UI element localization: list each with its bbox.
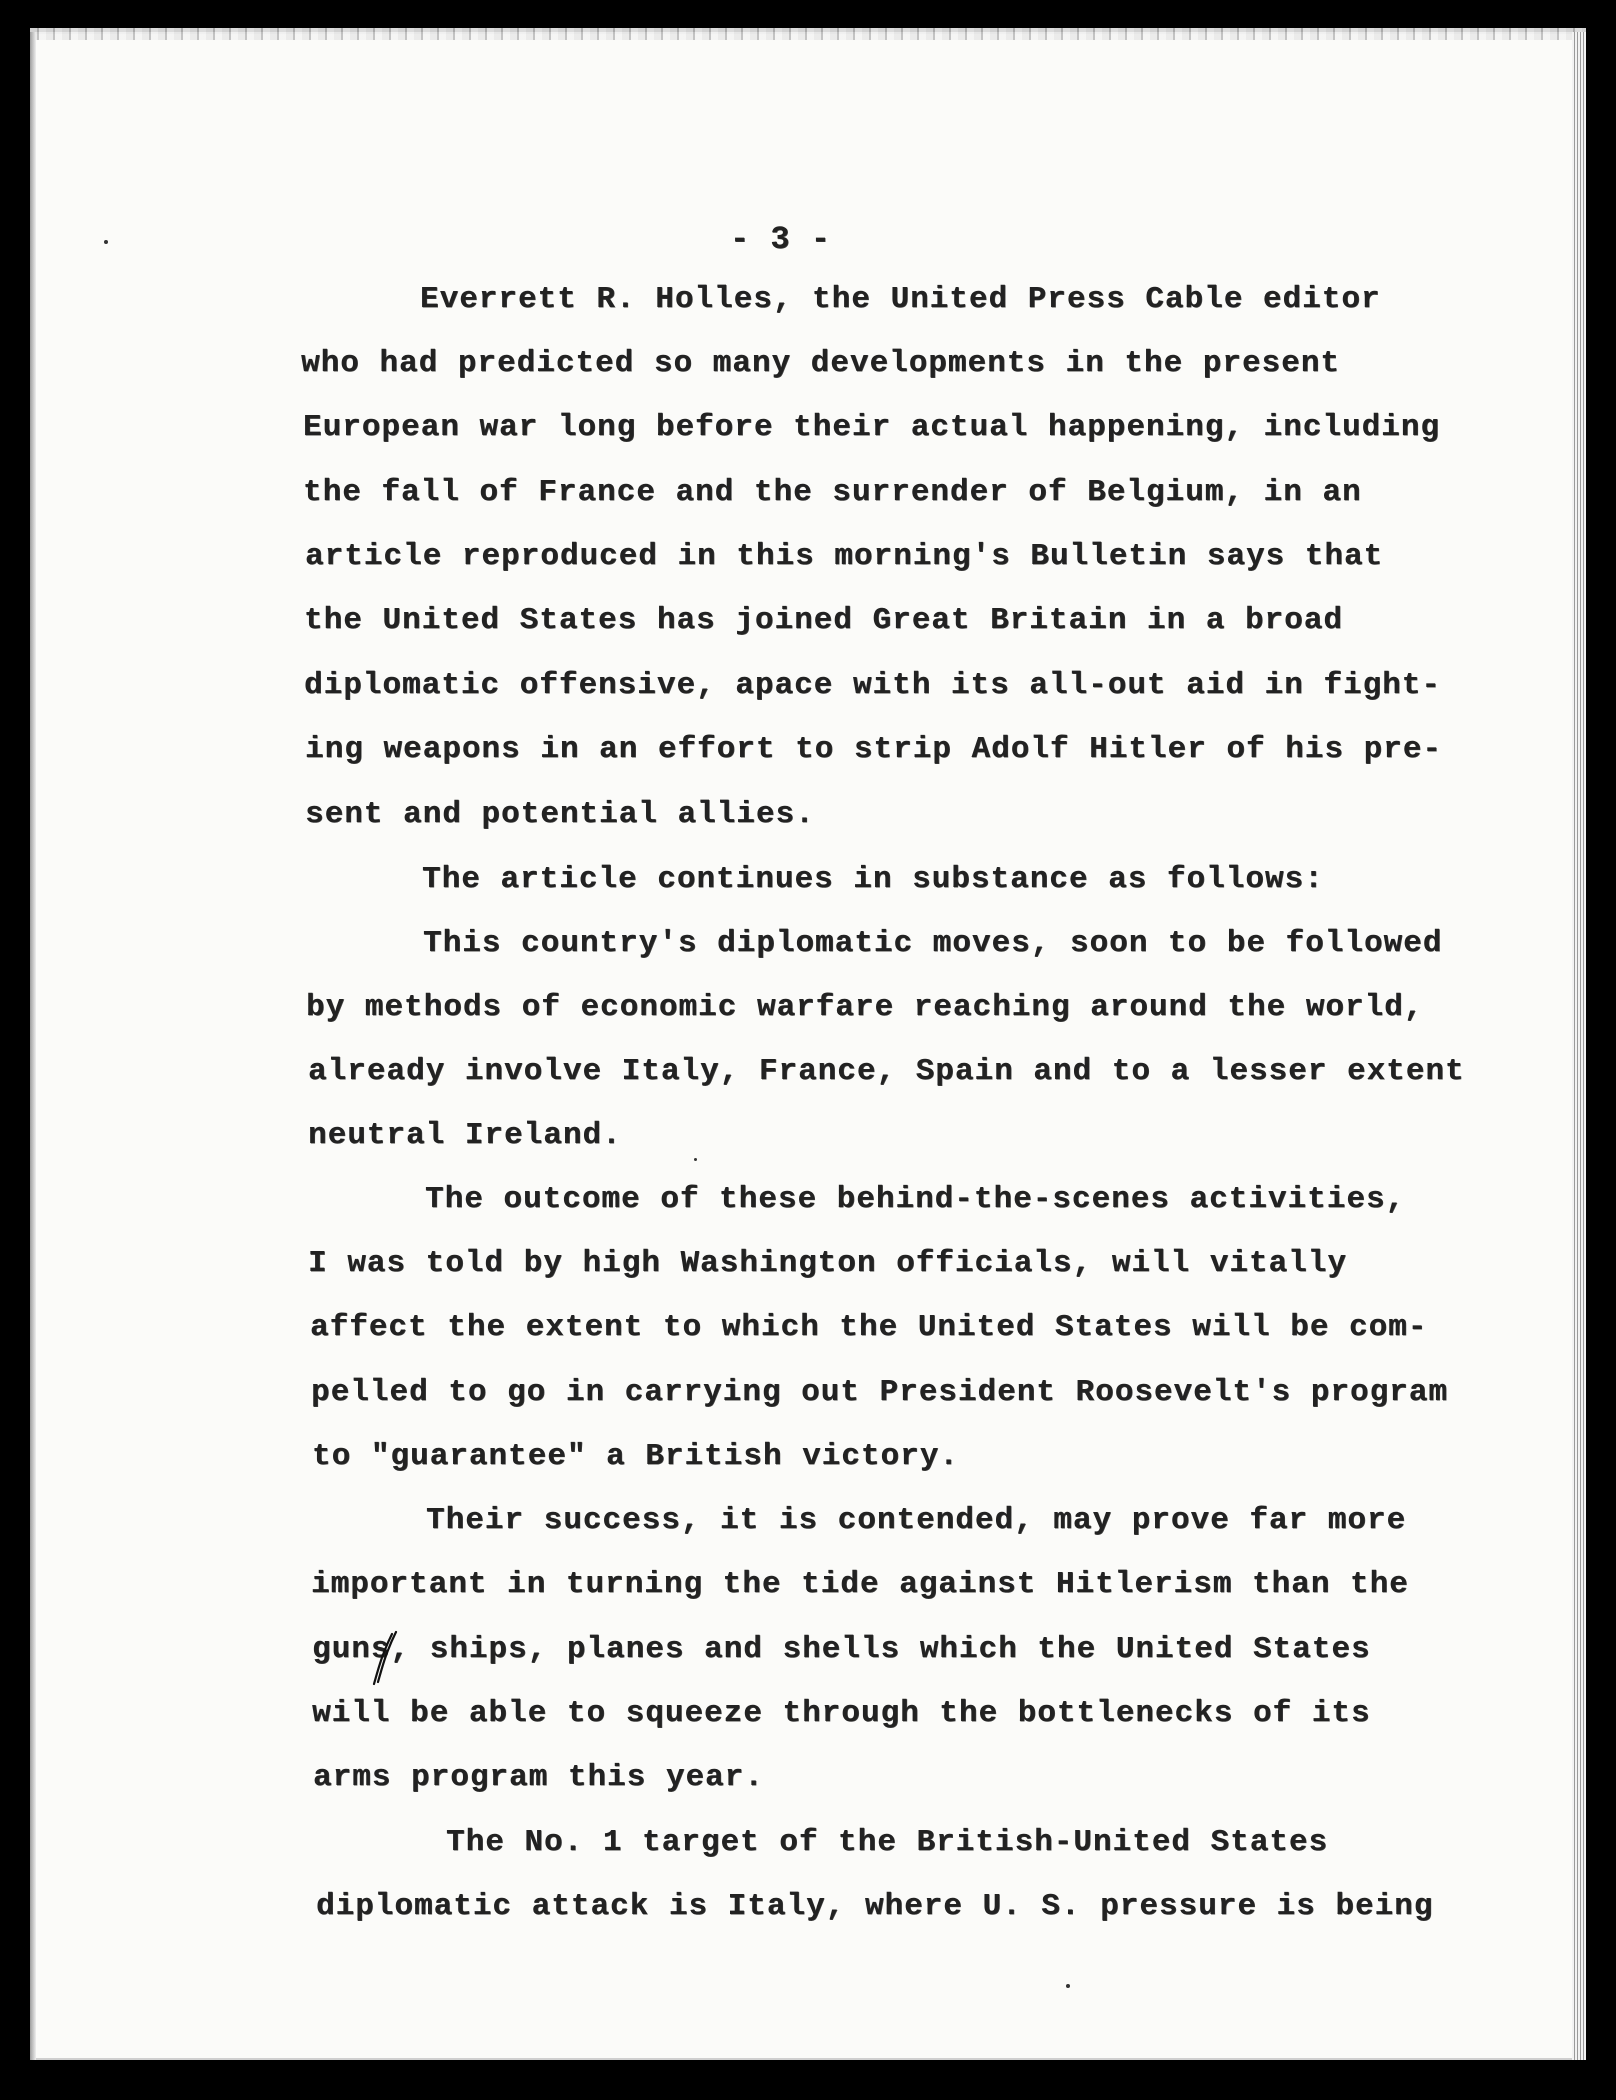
text-line: already involve Italy, France, Spain and to a lesser extent [308,1054,1465,1089]
text-line: This country's diplomatic moves, soon to be followed [423,926,1443,961]
text-line: by methods of economic warfare reaching around the world, [306,990,1424,1025]
page-edge-left [30,32,36,2060]
paper-speck [694,1158,697,1161]
text-line: neutral Ireland. [308,1118,622,1153]
text-line: important in turning the tide against Hitlerism than the [311,1567,1409,1602]
text-line: European war long before their actual happening, including [303,410,1440,445]
text-line: article reproduced in this morning's Bulletin says that [305,539,1384,574]
text-line: The No. 1 target of the British-United States [446,1825,1329,1860]
text-line: arms program this year. [313,1760,764,1795]
text-line: Everrett R. Holles, the United Press Cable editor [420,282,1381,317]
text-line: I was told by high Washington officials, will vitally [308,1246,1347,1281]
paper-speck [1066,1984,1070,1988]
page-edge-top [30,28,1586,40]
text-line: The article continues in substance as follows: [422,862,1324,897]
text-line: pelled to go in carrying out President Roosevelt's program [311,1375,1448,1410]
text-line: ing weapons in an effort to strip Adolf Hitler of his pre- [305,732,1442,767]
text-line: who had predicted so many developments in the present [301,346,1340,381]
document-page [30,32,1586,2060]
text-line: sent and potential allies. [305,797,815,832]
text-line: the fall of France and the surrender of Belgium, in an [303,475,1362,510]
paper-speck [104,240,108,244]
text-line: diplomatic offensive, apace with its all-out aid in fight- [304,668,1441,703]
text-line: The outcome of these behind-the-scenes activities, [425,1182,1406,1217]
page-number: - 3 - [730,221,832,258]
text-line: diplomatic attack is Italy, where U. S. pressure is being [316,1889,1434,1924]
text-line: to "guarantee" a British victory. [312,1439,959,1474]
text-line: guns, ships, planes and shells which the United States [312,1632,1371,1667]
page-edge-right [1572,32,1586,2060]
text-line: the United States has joined Great Britain in a broad [304,603,1343,638]
text-line: affect the extent to which the United States will be com- [310,1310,1428,1345]
text-line: Their success, it is contended, may prove far more [426,1503,1407,1538]
text-line: will be able to squeeze through the bottlenecks of its [312,1696,1371,1731]
